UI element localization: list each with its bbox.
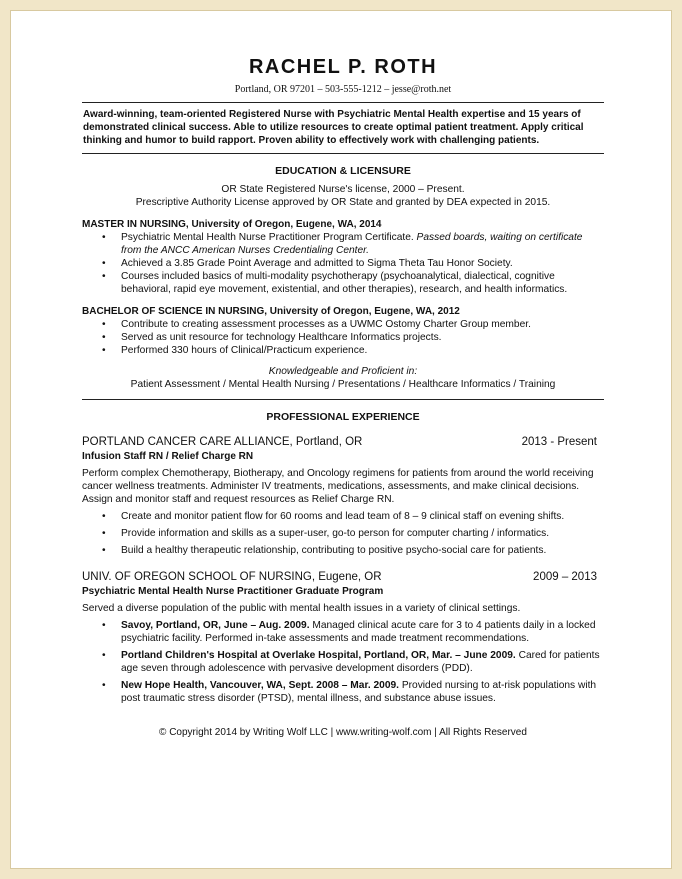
list-item — [82, 231, 604, 257]
list-item-text: Contribute to creating assessment processes as a UWMC Ostomy Charter Group member. — [121, 319, 531, 330]
bachelors-list — [82, 318, 604, 357]
section-title-education: EDUCATION & LICENSURE — [275, 165, 411, 177]
bullet-icon: • — [102, 271, 106, 282]
list-item — [82, 527, 604, 540]
license-line: OR State Registered Nurse's license, 2000 – Present. — [221, 184, 465, 195]
list-item — [82, 679, 604, 705]
list-item — [82, 318, 604, 331]
job-title: Infusion Staff RN / Relief Charge RN — [82, 451, 254, 462]
list-item-text: Create and monitor patient flow for 60 rooms and lead team of 8 – 9 clinical staff on evening shifts. — [121, 511, 565, 522]
list-item — [82, 257, 604, 270]
bullet-icon: • — [102, 258, 106, 269]
bullet-icon: • — [102, 332, 106, 343]
bullet-icon: • — [102, 319, 106, 330]
job-description: Served a diverse population of the public with mental health issues in a variety of clinical settings. — [82, 603, 521, 614]
list-item-text: Provided nursing to at-risk populations with post traumatic stress disorder (PTSD), mental illness, and substance abuse issues. — [121, 680, 597, 704]
list-item-text: Achieved a 3.85 Grade Point Average and admitted to Sigma Theta Tau Honor Society. — [121, 258, 513, 269]
job-list — [82, 619, 604, 705]
copyright-footer: © Copyright 2014 by Writing Wolf LLC | www.writing-wolf.com | All Rights Reserved — [159, 727, 527, 738]
bullet-icon: • — [102, 680, 106, 691]
section-title-experience: PROFESSIONAL EXPERIENCE — [266, 411, 420, 423]
knowledge-label: Knowledgeable and Proficient in: — [268, 366, 418, 377]
bullet-icon: • — [102, 232, 106, 243]
list-item — [82, 344, 604, 357]
bullet-icon: • — [102, 511, 106, 522]
list-item-text: Performed 330 hours of Clinical/Practicum experience. — [121, 345, 368, 356]
list-item — [82, 270, 604, 296]
list-item — [82, 510, 604, 523]
license-line: Prescriptive Authority License approved by OR State and granted by DEA expected in 2015. — [135, 197, 551, 208]
job-title: Psychiatric Mental Health Nurse Practitioner Graduate Program — [82, 586, 384, 597]
resume-page — [82, 50, 604, 739]
candidate-name: RACHEL P. ROTH — [248, 56, 438, 78]
knowledge-list: Patient Assessment / Mental Health Nursing / Presentations / Healthcare Informatics / Training — [130, 379, 556, 390]
bullet-icon: • — [102, 545, 106, 556]
list-item-heading: Savoy, Portland, OR, June – Aug. 2009. — [121, 620, 310, 631]
list-item-text: Served as unit resource for technology Healthcare Informatics projects. — [121, 332, 442, 343]
list-item-heading: Portland Children's Hospital at Overlake Hospital, Portland, OR, Mar. – June 2009. — [121, 650, 516, 661]
summary: Award-winning, team-oriented Registered Nurse with Psychiatric Mental Health expertise and 15 years of demonstrated clinical success. Able to utilize resources to create optimal patient treatment. Apply critical thinking and humor to build rapport. Proven ability to effectively work with challenging patients. — [83, 109, 584, 146]
list-item-heading: New Hope Health, Vancouver, WA, Sept. 2008 – Mar. 2009. — [121, 680, 400, 691]
list-item-note: Passed boards, waiting on certificate from the ANCC American Nurses Credentialing Center. — [121, 232, 583, 256]
bullet-icon: • — [102, 650, 106, 661]
job-dates: 2013 - Present — [521, 436, 597, 448]
bullet-icon: • — [102, 345, 106, 356]
list-item-text: Build a healthy therapeutic relationship, contributing to positive psycho-social care for patients. — [121, 545, 547, 556]
list-item-text: Psychiatric Mental Health Nurse Practitioner Program Certificate. — [121, 232, 417, 243]
job-header — [82, 435, 604, 450]
list-item — [82, 649, 604, 675]
list-item — [82, 544, 604, 557]
degree-bachelors: BACHELOR OF SCIENCE IN NURSING, University of Oregon, Eugene, WA, 2012 — [82, 306, 460, 317]
job-dates: 2009 – 2013 — [533, 571, 597, 583]
contact-line: Portland, OR 97201 – 503-555-1212 – jesse@roth.net — [234, 84, 452, 95]
list-item-text: Managed clinical acute care for 3 to 4 patients daily in a locked psychiatric facility. Performed in-take assessments and made treatment recommendations. — [121, 620, 596, 644]
list-item-text: Cared for patients age seven through adolescence with pervasive development disorders (PDD). — [121, 650, 600, 674]
list-item-text: Provide information and skills as a super-user, go-to person for computer charting / informatics. — [121, 528, 550, 539]
list-item — [82, 331, 604, 344]
list-item — [82, 619, 604, 645]
bullet-icon: • — [102, 620, 106, 631]
divider — [82, 399, 604, 400]
job-description: Perform complex Chemotherapy, Biotherapy, and Oncology regimens for patients from around the world receiving cancer wellness treatments. Administer IV treatments, medications, assessments, and make clinical decisions. Assign and monitor staff and request resources as Relief Charge RN. — [82, 468, 594, 505]
bullet-icon: • — [102, 528, 106, 539]
degree-masters: MASTER IN NURSING, University of Oregon, Eugene, WA, 2014 — [82, 219, 382, 230]
employer: PORTLAND CANCER CARE ALLIANCE, Portland, OR — [82, 436, 363, 448]
employer: UNIV. OF OREGON SCHOOL OF NURSING, Eugene, OR — [82, 571, 382, 583]
list-item-text: Courses included basics of multi-modality psychotherapy (psychoanalytical, dialectical, cognitive behavioral, rapid eye movement, existential, and other therapies), research, and health informatics. — [121, 271, 568, 295]
job-header — [82, 570, 604, 585]
job-list — [82, 510, 604, 557]
masters-list — [82, 231, 604, 296]
divider — [82, 153, 604, 154]
